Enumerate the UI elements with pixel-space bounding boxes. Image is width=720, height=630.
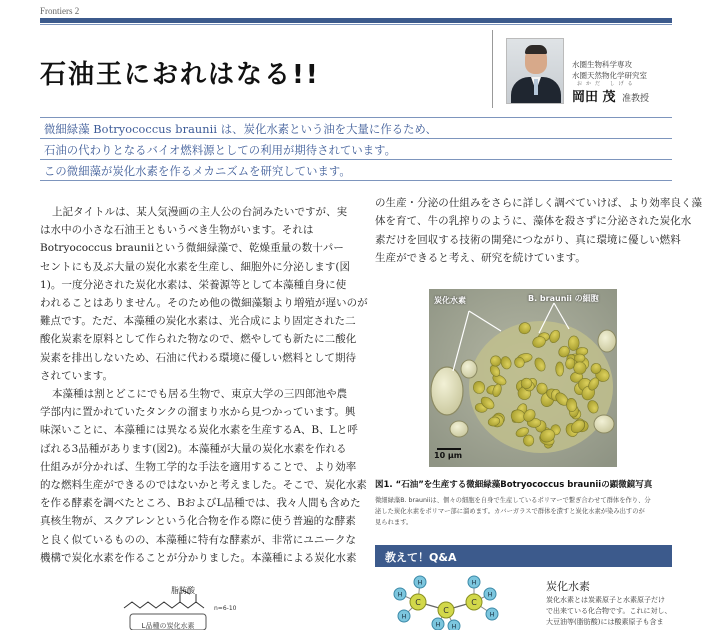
svg-text:C: C — [443, 606, 449, 615]
body-text-line: 素だけを回収する技術の開発につながり、真に環境に優しい燃料 — [375, 233, 681, 246]
author-photo — [506, 38, 564, 104]
svg-text:H: H — [417, 579, 423, 587]
body-text-line: ばれる3品種があります(図2)。本藻種が大量の炭化水素を作れる — [40, 442, 347, 455]
hydrocarbon-molecule-icon — [378, 572, 538, 630]
figure1-micrograph — [429, 289, 617, 467]
lead-rule — [40, 138, 672, 139]
figure2-structure-fragment — [118, 572, 238, 630]
figure2-partial-label: L品種の炭化水素 — [141, 622, 195, 630]
title-divider — [492, 30, 493, 108]
body-text-line: 真核生物が、スクアレンという化合物を作る際に使う普遍的な酵素 — [40, 515, 356, 528]
lead-rule — [40, 180, 672, 181]
scale-label: 10 μm — [434, 451, 463, 460]
body-text-line: の生産・分泌の仕組みをさらに詳しく調べていけば、より効率良く藻 — [375, 197, 703, 209]
header-rule — [40, 18, 672, 23]
lead-line: 石油の代わりとなるバイオ燃料源としての利用が期待されています。 — [44, 144, 397, 157]
body-text-line: 学部内に置かれていたタンクの溜まり水から見つかっています。興 — [40, 406, 356, 419]
figure1-caption-line: 泌した炭化水素をポリマー部に溜めます。カバーガラスで群体を潰すと炭化水素が染み出すのが — [375, 508, 645, 515]
body-text-line: Botryococcus brauniiという微細緑藻で、乾燥重量の数十パー — [40, 242, 344, 255]
qa-text-line: 大豆油等(脂肪酸)には酸素原子も含ま — [546, 618, 664, 626]
algae-cell — [556, 362, 564, 376]
svg-text:C: C — [415, 598, 421, 607]
svg-text:H: H — [471, 579, 477, 587]
author-lab: 水圏天然物化学研究室 — [572, 71, 647, 80]
svg-text:H: H — [451, 623, 457, 630]
author-department: 水圏生物科学専攻 — [572, 60, 632, 69]
svg-text:H: H — [397, 591, 403, 599]
author-rank: 准教授 — [622, 94, 650, 104]
body-text-line: 難点です。ただ、本藻種の炭化水素は、光合成により固定された二 — [40, 315, 356, 328]
qa-bar-label: 教えて！Q&A — [385, 551, 457, 564]
svg-text:H: H — [435, 621, 441, 629]
body-text-line: 上記タイトルは、某人気漫画の主人公の台詞みたいですが、実 — [52, 206, 348, 218]
scale-bar — [437, 448, 461, 450]
algae-cell — [521, 378, 532, 389]
body-text-line: 味深いことに、本藻種には異なる炭化水素を生産するA、B、Lと呼 — [40, 424, 358, 437]
lead-rule — [40, 117, 672, 118]
body-text-line: われることはありません。そのため他の微細藻類より増殖が遅いのが — [40, 297, 368, 309]
body-text-line: 生産ができると考え、研究を続けています。 — [375, 251, 586, 264]
lead-line: この微細藻が炭化水素を作るメカニズムを研究しています。 — [44, 165, 351, 178]
page-title: 石油王におれはなる!! — [40, 60, 320, 90]
body-text-line: 体を育て、牛の乳搾りのように、藻体を殺さずに分泌された炭化水 — [375, 215, 692, 228]
running-head: Frontiers 2 — [40, 6, 80, 16]
header-rule-thin — [40, 24, 672, 25]
figure2-label-fatty-acid: 脂肪酸 — [171, 586, 195, 595]
author-name: 岡田 茂 — [572, 90, 616, 105]
qa-text-line: 炭化水素とは炭素原子と水素原子だけ — [546, 596, 665, 604]
body-text-line: 的な燃料生産ができるのではないかと考えました。そこで、炭化水素 — [40, 479, 367, 491]
body-text-line: 仕組みが分かれば、生物工学的な手法を適用することで、より効率 — [40, 460, 357, 473]
algae-cell — [491, 356, 501, 366]
body-text-line: は水中の小さな石油王ともいうべき生物がいます。それは — [40, 224, 314, 237]
body-text-line: 炭素を排出しないため、石油に代わる環境に優しい燃料として期待 — [40, 351, 357, 364]
figure1-caption-line: 微細緑藻B. brauniiは、個々の細胞を自身で生産しているポリマーで繋ぎ合わせて群体を作り、分 — [375, 497, 651, 504]
figure1-label-hydrocarbon: 炭化水素 — [434, 296, 466, 305]
qa-text-line: で出来ている化合物です。これに対し、 — [546, 607, 672, 615]
svg-text:H: H — [489, 611, 495, 619]
svg-text:H: H — [401, 613, 407, 621]
figure1-title: 図1. “石油”を生産する微細緑藻Botryococcus brauniiの顕微鏡写真 — [375, 480, 653, 490]
algae-cell — [523, 435, 533, 446]
body-text-line: されています。 — [40, 369, 114, 382]
body-text-line: を作る酵素を調べたところ、BおよびL品種では、我々人間も含めた — [40, 497, 361, 510]
body-text-line: 1)。一度分泌された炭化水素は、栄養源等として本藻種自身に使 — [40, 278, 347, 291]
svg-text:C: C — [471, 598, 477, 607]
lead-line: 微細緑藻 Botryococcus braunii は、炭化水素という油を大量に作るため、 — [44, 123, 437, 136]
figure1-caption-line: 見られます。 — [375, 519, 413, 526]
svg-text:H: H — [487, 591, 493, 599]
author-name-ruby: おかだ しげる — [577, 81, 637, 87]
body-text-line: 機構で炭化水素を作ることが分かりました。本藻種による炭化水素 — [40, 551, 357, 564]
micrograph-image — [429, 289, 617, 467]
lead-rule — [40, 159, 672, 160]
algae-cell — [574, 354, 585, 363]
body-text-line: と良く似ているものの、本藻種に特有な酵素が、非常にユニークな — [40, 533, 357, 546]
body-text-line: 本藻種は割とどこにでも居る生物で、東京大学の三四郎池や農 — [52, 388, 348, 400]
body-text-line: セントにも及ぶ大量の炭化水素を生産し、細胞外に分泌します(図 — [40, 260, 351, 273]
body-text-line: 酸化炭素を原料として作られた物なので、燃やしても新たに二酸化 — [40, 333, 357, 346]
figure2-marker: n=6-10 — [214, 605, 237, 612]
qa-heading: 炭化水素 — [546, 580, 590, 593]
figure1-label-cell: B. braunii の細胞 — [528, 294, 599, 303]
